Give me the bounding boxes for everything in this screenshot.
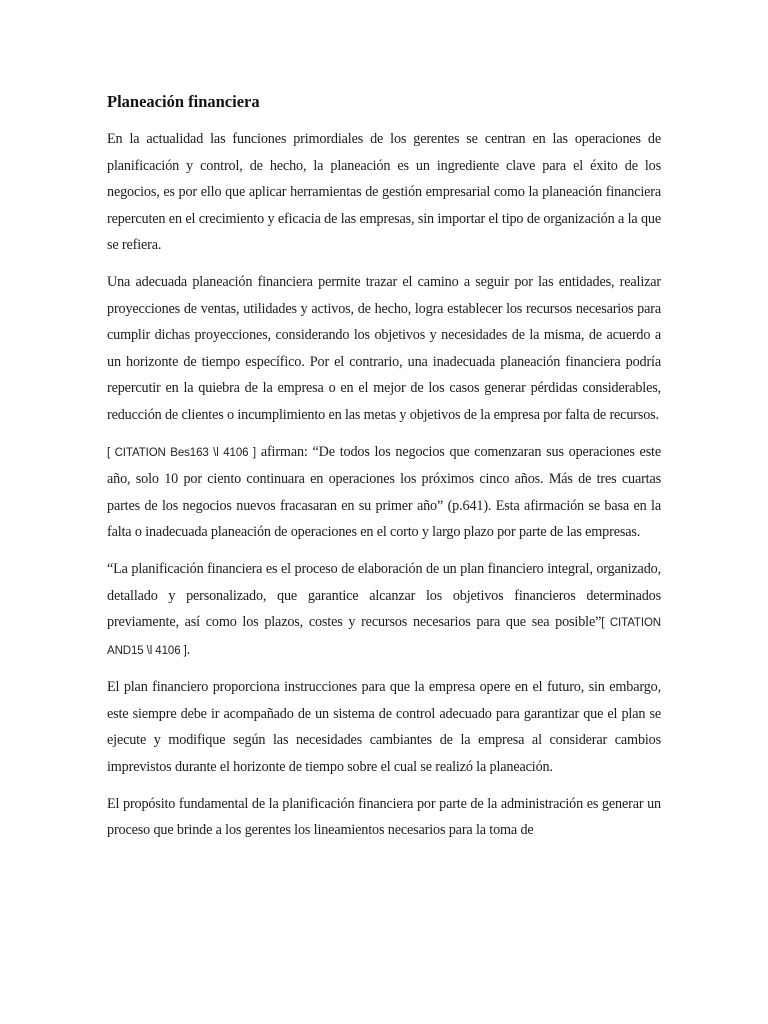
paragraph-4-text: “La planificación financiera es el proceso de elaboración de un plan financiero integral, organizado, detallado y personalizado, que garantice alcanzar los objetivos financieros determinados previamente, así como los plazos, costes y recursos necesarios para que sea posible” (107, 560, 661, 631)
citation-field: [ CITATION Bes163 \l 4106 ] (107, 446, 257, 459)
paragraph-3 (107, 439, 661, 546)
paragraph-5: El plan financiero proporciona instrucciones para que la empresa opere en el futuro, sin embargo, este siempre debe ir acompañado de un sistema de control adecuado para garantizar que el plan se ejecute y modifique según las necesidades cambiantes de la empresa al considerar cambios imprevistos durante el horizonte de tiempo sobre el cual se realizó la planeación. (107, 679, 661, 776)
paragraph-3-text: afirman: “De todos los negocios que comenzaran sus operaciones este año, solo 10 por ciento continuara en operaciones los próximos cinco años. Más de tres cuartas partes de los negocios nuevos fracasaran en su primer año” (p.641). Esta afirmación se basa en la falta o inadecuada planeación de operaciones en el corto y largo plazo por parte de las empresas. (107, 443, 661, 541)
paragraph-4 (107, 556, 661, 664)
document-page (107, 92, 661, 854)
paragraph-2: Una adecuada planeación financiera permite trazar el camino a seguir por las entidades, realizar proyecciones de ventas, utilidades y activos, de hecho, logra establecer los recursos necesarios para cumplir dichas proyecciones, considerando los objetivos y necesidades de la misma, de acuerdo a un horizonte de tiempo específico. Por el contrario, una inadecuada planeación financiera podría repercutir en la quiebra de la empresa o en el mejor de los casos generar pérdidas considerables, reducción de clientes o incumplimiento en las metas y objetivos de la empresa por falta de recursos. (107, 273, 661, 423)
paragraph-4-end: . (186, 641, 191, 658)
citation-field: [ CITATION AND15 \l 4106 ] (107, 617, 661, 657)
paragraph-1: En la actualidad las funciones primordiales de los gerentes se centran en las operaciones de planificación y control, de hecho, la planeación es un ingrediente clave para el éxito de los negocios, es por ello que aplicar herramientas de gestión empresarial como la planeación financiera repercuten en el crecimiento y eficacia de las empresas, sin importar el tipo de organización a la que se refiera. (107, 131, 661, 254)
document-title: Planeación financiera (107, 92, 260, 111)
paragraph-6: El propósito fundamental de la planificación financiera por parte de la administración es generar un proceso que brinde a los gerentes los lineamientos necesarios para la toma de (107, 795, 661, 839)
